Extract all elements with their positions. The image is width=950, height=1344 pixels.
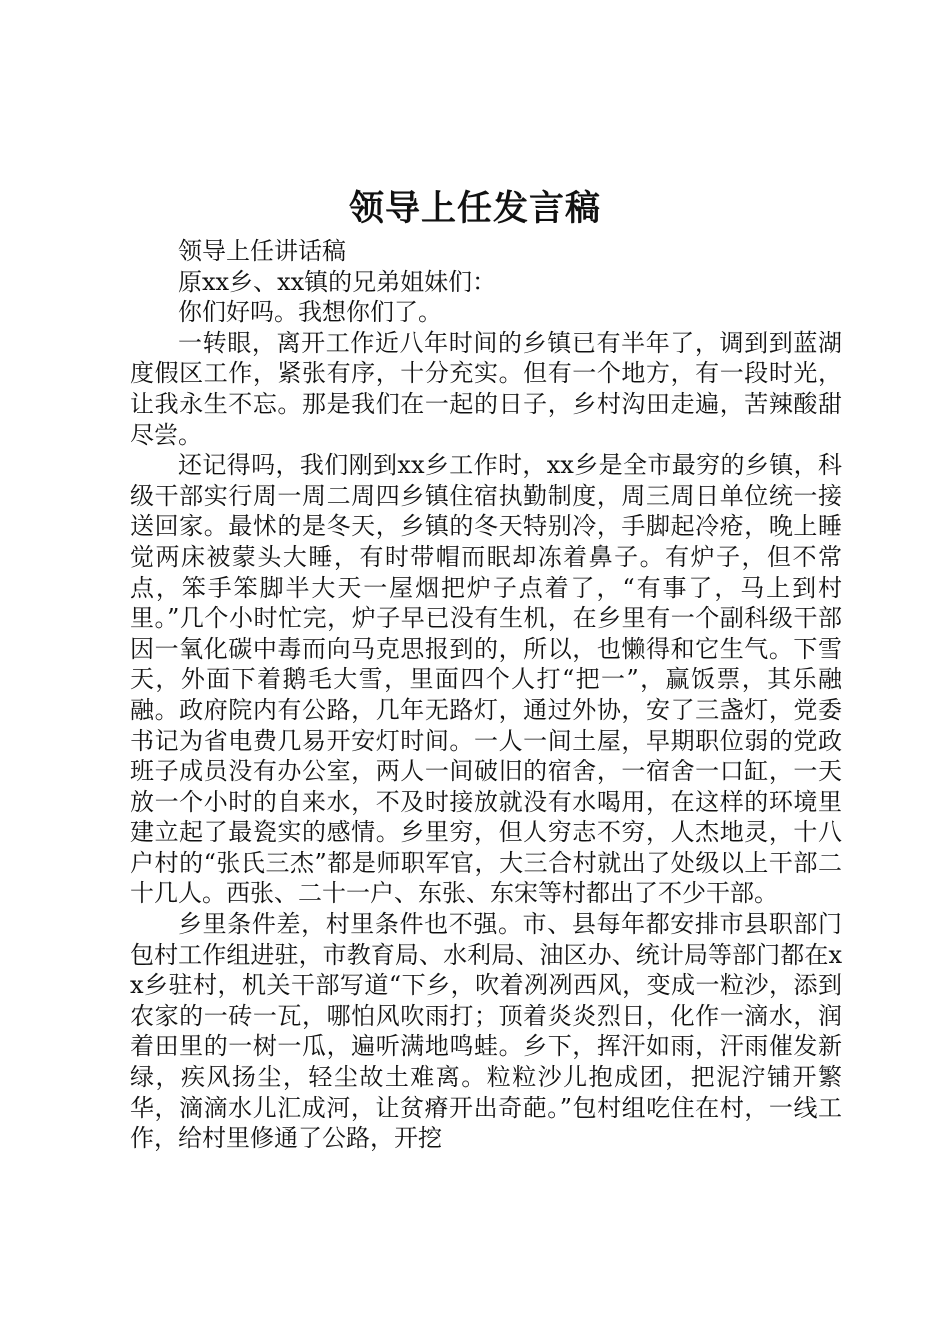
document-title: 领导上任发言稿: [348, 189, 601, 229]
paragraph-body-1: 一转眼，离开工作近八年时间的乡镇已有半年了，调到到蓝湖度假区工作，紧张有序，十分充实。但有一个地方，有一段时光，让我永生不忘。那是我们在一起的日子，乡村沟田走遍，苦辣酸甜尽尝。: [130, 328, 842, 449]
paragraph-body-2: 还记得吗，我们刚到xx乡工作时，xx乡是全市最穷的乡镇，科级干部实行周一周二周四乡镇住宿执勤制度，周三周日单位统一接送回家。最怵的是冬天，乡镇的冬天特别冷，手脚起冷疮，晚上睡觉两床被蒙头大睡，有时带帽而眠却冻着鼻子。有炉子，但不常点，笨手笨脚半大天一屋烟把炉子点着了，“有事了，马上到村里。”几个小时忙完，炉子早已没有生机，在乡里有一个副科级干部因一氧化碳中毒而向马克思报到的，所以，也懒得和它生气。下雪天，外面下着鹅毛大雪，里面四个人打“把一”，赢饭票，其乐融融。政府院内有公路，几年无路灯，通过外协，安了三盏灯，党委书记为省电费几易开安灯时间。一人一间土屋，早期职位弱的党政班子成员没有办公室，两人一间破旧的宿舍，一宿舍一口缸，一天放一个小时的自来水，不及时接放就没有水喝用，在这样的环境里建立起了最瓷实的感情。乡里穷，但人穷志不穷，人杰地灵，十八户村的“张氏三杰”都是师职军官，大三合村就出了处级以上干部二十几人。西张、二十一户、东张、东宋等村都出了不少干部。: [130, 451, 842, 908]
paragraph-body-3: 乡里条件差，村里条件也不强。市、县每年都安排市县职部门包村工作组进驻，市教育局、水利局、油区办、统计局等部门都在xx乡驻村，机关干部写道“下乡，吹着冽冽西风，变成一粒沙，添到农家的一砖一瓦，哪怕风吹雨打；顶着炎炎烈日，化作一滴水，润着田里的一树一瓜，遍听满地鸣蛙。乡下，挥汗如雨，汗雨催发新绿，疾风扬尘，轻尘故土难离。粒粒沙儿抱成团，把泥泞铺开繁华，滴滴水儿汇成河，让贫瘠开出奇葩。”包村组吃住在村，一线工作，给村里修通了公路，开挖: [130, 910, 842, 1153]
paragraph-salutation: 原xx乡、xx镇的兄弟姐妹们：: [178, 267, 497, 296]
paragraph-subtitle: 领导上任讲话稿: [178, 237, 346, 265]
document-body: [130, 236, 842, 1154]
paragraph-greeting: 你们好吗。我想你们了。: [178, 298, 442, 327]
